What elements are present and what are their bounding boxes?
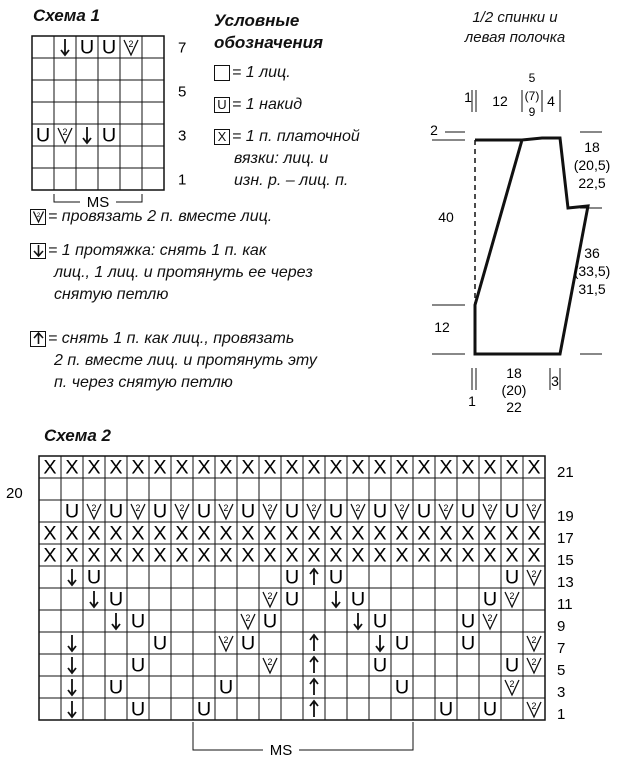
dim-right-335: (33,5) [573,263,611,279]
yarn-over-icon: U [240,632,256,655]
garter-stitch-icon: X [439,456,453,479]
legend-skp-text1: = 1 протяжка: снять 1 п. как [48,242,267,259]
yarn-over-icon: U [394,632,410,655]
dim-top-7: (7) [524,89,540,103]
k2tog-label: 2 [509,591,515,601]
scheme2-ms-label: MS [269,742,293,758]
garter-stitch-icon: X [395,456,409,479]
garter-stitch-icon: X [131,544,145,567]
yarn-over-icon: U [79,36,95,59]
garter-stitch-icon: X [65,456,79,479]
legend-yo [214,94,302,116]
k2tog-label: 2 [223,635,229,645]
legend-garter-text3: изн. р. – лиц. п. [234,172,349,189]
dim-top-1: 1 [464,89,472,105]
scheme2-row-label: 1 [557,705,566,723]
garter-stitch-icon: X [351,456,365,479]
dim-left-40: 40 [438,209,454,225]
garter-stitch-icon: X [373,456,387,479]
yarn-over-icon: U [284,588,300,611]
garter-stitch-icon: X [351,544,365,567]
legend-knit-text: = 1 лиц. [232,64,291,81]
dimension-lines [432,90,602,390]
dim-bottom-1: 1 [468,393,476,409]
yarn-over-icon: U [504,566,520,589]
garter-stitch-icon: X [219,522,233,545]
down-arrow-icon [61,39,69,55]
garter-stitch-icon: X [351,522,365,545]
scheme1-row-label: 5 [178,83,187,101]
garter-stitch-icon: X [505,456,519,479]
scheme1-row-label: 1 [178,171,187,189]
scheme1-title: Схема 1 [33,6,100,25]
garter-stitch-icon: X [87,456,101,479]
legend-title-line2: обозначения [214,33,324,52]
garter-stitch-icon: X [263,456,277,479]
k2tog-label: 2 [128,39,134,49]
yarn-over-icon: U [108,676,124,699]
yarn-over-icon: U [196,500,212,523]
k2tog-label: 2 [267,657,273,667]
yarn-over-icon: U [328,566,344,589]
garter-stitch-icon: X [395,544,409,567]
garter-stitch-icon: X [131,522,145,545]
down-arrow-symbol-icon [30,243,46,259]
yarn-over-icon: U [240,500,256,523]
dim-right-225: 22,5 [578,175,606,191]
k2tog-label: 2 [509,679,515,689]
up-arrow-icon [310,569,318,585]
garter-stitch-icon: X [43,544,57,567]
scheme2-row-label: 17 [557,529,574,547]
garter-stitch-icon: X [109,522,123,545]
garter-stitch-icon: X [307,544,321,567]
yarn-over-icon: U [394,676,410,699]
dim-bottom-20: (20) [501,382,527,398]
yarn-over-icon: U [101,124,117,147]
dim-left-2: 2 [430,122,438,138]
dim-bottom-18: 18 [506,365,522,381]
legend-skp-text2: лиц., 1 лиц. и протянуть ее через [54,264,313,281]
yarn-over-icon: U [218,676,234,699]
scheme2-row-label: 13 [557,573,574,591]
garment-schematic [420,60,620,420]
garter-stitch-icon: X [483,544,497,567]
garter-stitch-icon: X [87,522,101,545]
garter-stitch-icon: X [307,456,321,479]
garter-stitch-icon: X [175,456,189,479]
yarn-over-icon: U [350,588,366,611]
garter-stitch-icon: X [131,456,145,479]
scheme2-row-label: 15 [557,551,574,569]
yarn-over-icon: U [35,124,51,147]
k2tog-label: 2 [531,569,537,579]
garter-stitch-icon: X [175,522,189,545]
legend-k2tog-text: = провязать 2 п. вместе лиц. [48,208,273,225]
garter-stitch-icon: X [527,456,541,479]
garter-symbol-icon: X [214,129,230,145]
legend-title-line1: Условные [214,11,300,30]
k2tog-label: 2 [267,503,273,513]
k2tog-label: 2 [531,635,537,645]
dim-right-205: (20,5) [573,157,611,173]
garter-stitch-icon: X [505,544,519,567]
legend-skp [30,240,313,306]
yarn-over-icon: U [130,654,146,677]
k2tog-label: 2 [443,503,449,513]
legend-title [214,10,323,54]
garter-stitch-icon: X [219,544,233,567]
garter-stitch-icon: X [87,544,101,567]
legend-sk2p-text3: п. через снятую петлю [54,374,233,391]
k2tog-label: 2 [531,503,537,513]
up-arrow-icon [310,657,318,673]
schematic-title-line1: 1/2 спинки и [472,9,558,26]
k2tog-label: 2 [223,503,229,513]
dim-top-5: 5 [528,71,536,85]
garter-stitch-icon: X [461,456,475,479]
down-arrow-icon [376,635,384,651]
garter-stitch-icon: X [439,522,453,545]
garter-stitch-icon: X [395,522,409,545]
yarn-over-icon: U [196,698,212,721]
garter-stitch-icon: X [43,456,57,479]
yarn-over-icon: U [64,500,80,523]
dim-top-12: 12 [492,93,508,109]
yarn-over-icon: U [86,566,102,589]
yarn-over-icon: U [152,632,168,655]
legend-garter-text2: вязки: лиц. и [234,150,329,167]
legend-sk2p-text1: = снять 1 п. как лиц., провязать [48,330,295,347]
legend-sk2p [30,328,317,394]
k2tog-label: 2 [355,503,361,513]
legend-skp-text3: снятую петлю [54,286,169,303]
garter-stitch-icon: X [153,522,167,545]
garter-stitch-icon: X [483,522,497,545]
scheme2-title: Схема 2 [44,426,111,445]
scheme2-row-label: 3 [557,683,566,701]
garment-outline [475,138,588,354]
scheme2-left-label: 20 [6,484,23,502]
k2tog-label: 2 [179,503,185,513]
scheme2-row-label: 9 [557,617,566,635]
scheme2-row-label: 19 [557,507,574,525]
dim-bottom-3: 3 [551,373,559,389]
garter-stitch-icon: X [527,544,541,567]
down-arrow-icon [68,657,76,673]
knit-symbol-icon [214,65,230,81]
k2tog-symbol-icon [30,209,46,225]
legend-yo-text: = 1 накид [232,96,303,113]
svg-text:2: 2 [36,212,40,219]
legend-garter-text1: = 1 п. платочной [232,128,360,145]
down-arrow-icon [354,613,362,629]
garter-stitch-icon: X [329,544,343,567]
up-arrow-icon [310,635,318,651]
k2tog-label: 2 [399,503,405,513]
k2tog-label: 2 [531,657,537,667]
garter-stitch-icon: X [219,456,233,479]
k2tog-label: 2 [267,591,273,601]
garter-stitch-icon: X [417,522,431,545]
scheme2-row-label: 7 [557,639,566,657]
legend-garter [214,126,360,192]
legend-k2tog [30,206,272,228]
k2tog-label: 2 [135,503,141,513]
k2tog-label: 2 [245,613,251,623]
scheme1-row-label: 3 [178,127,187,145]
down-arrow-icon [68,701,76,717]
garter-stitch-icon: X [329,522,343,545]
schematic-title-line2: левая полочка [464,29,566,46]
garter-stitch-icon: X [241,544,255,567]
garter-stitch-icon: X [417,544,431,567]
schematic-title [440,8,590,48]
yarn-over-icon: U [482,698,498,721]
garter-stitch-icon: X [483,456,497,479]
garter-stitch-icon: X [153,544,167,567]
garter-stitch-icon: X [43,522,57,545]
garter-stitch-icon: X [65,544,79,567]
down-arrow-icon [68,679,76,695]
yarn-over-icon: U [438,698,454,721]
garter-stitch-icon: X [527,522,541,545]
yarn-over-icon: U [504,500,520,523]
yarn-over-icon: U [372,654,388,677]
legend-sk2p-text2: 2 п. вместе лиц. и протянуть эту [54,352,317,369]
scheme1-grid [28,32,198,211]
garter-stitch-icon: X [285,522,299,545]
garter-stitch-icon: X [109,544,123,567]
up-arrow-icon [310,679,318,695]
yarn-over-icon: U [101,36,117,59]
down-arrow-icon [83,127,91,143]
scheme1-ms-label: MS [86,194,110,211]
garter-stitch-icon: X [307,522,321,545]
yarn-over-icon: U [284,500,300,523]
yarn-over-icon: U [416,500,432,523]
yarn-over-icon: U [460,610,476,633]
garter-stitch-icon: X [197,456,211,479]
yarn-over-icon: U [108,500,124,523]
yarn-over-icon: U [130,610,146,633]
garter-stitch-icon: X [285,544,299,567]
garter-stitch-icon: X [461,544,475,567]
garter-stitch-icon: X [439,544,453,567]
garter-stitch-icon: X [417,456,431,479]
garter-stitch-icon: X [263,544,277,567]
garter-stitch-icon: X [241,522,255,545]
yarn-over-icon: U [372,500,388,523]
down-arrow-icon [68,635,76,651]
yarn-over-icon: U [152,500,168,523]
k2tog-label: 2 [62,127,68,137]
scheme1-row-label: 7 [178,39,187,57]
dim-top-4: 4 [547,93,555,109]
yarn-over-icon: U [460,632,476,655]
up-arrow-icon [310,701,318,717]
garter-stitch-icon: X [461,522,475,545]
down-arrow-icon [112,613,120,629]
scheme2-row-label: 11 [557,595,573,613]
garter-stitch-icon: X [373,544,387,567]
garter-stitch-icon: X [109,456,123,479]
dim-left-12: 12 [434,319,450,335]
scheme2-row-label: 21 [557,463,574,481]
garter-stitch-icon: X [241,456,255,479]
scheme2-grid [0,450,620,758]
garter-stitch-icon: X [65,522,79,545]
garter-stitch-icon: X [263,522,277,545]
garter-stitch-icon: X [197,522,211,545]
dim-bottom-22: 22 [506,399,522,415]
k2tog-label: 2 [487,503,493,513]
dim-right-18: 18 [584,139,600,155]
garter-stitch-icon: X [285,456,299,479]
garter-stitch-icon: X [153,456,167,479]
up-arrow-symbol-icon [30,331,46,347]
dim-right-36: 36 [584,245,600,261]
scheme2-row-label: 5 [557,661,566,679]
down-arrow-icon [90,591,98,607]
yarn-over-icon: U [130,698,146,721]
garter-stitch-icon: X [175,544,189,567]
garter-stitch-icon: X [373,522,387,545]
yarn-over-icon: U [284,566,300,589]
garter-stitch-icon: X [505,522,519,545]
down-arrow-icon [332,591,340,607]
legend-knit [214,62,291,84]
yarn-over-icon: U [460,500,476,523]
yarn-over-icon: U [372,610,388,633]
garter-stitch-icon: X [197,544,211,567]
k2tog-label: 2 [311,503,317,513]
dim-top-9: 9 [528,105,536,119]
k2tog-label: 2 [91,503,97,513]
down-arrow-icon [68,569,76,585]
yarn-over-symbol-icon: U [214,97,230,113]
dim-right-315: 31,5 [578,281,606,297]
yarn-over-icon: U [328,500,344,523]
garter-stitch-icon: X [329,456,343,479]
k2tog-label: 2 [531,701,537,711]
yarn-over-icon: U [108,588,124,611]
yarn-over-icon: U [504,654,520,677]
yarn-over-icon: U [262,610,278,633]
yarn-over-icon: U [482,588,498,611]
k2tog-label: 2 [487,613,493,623]
